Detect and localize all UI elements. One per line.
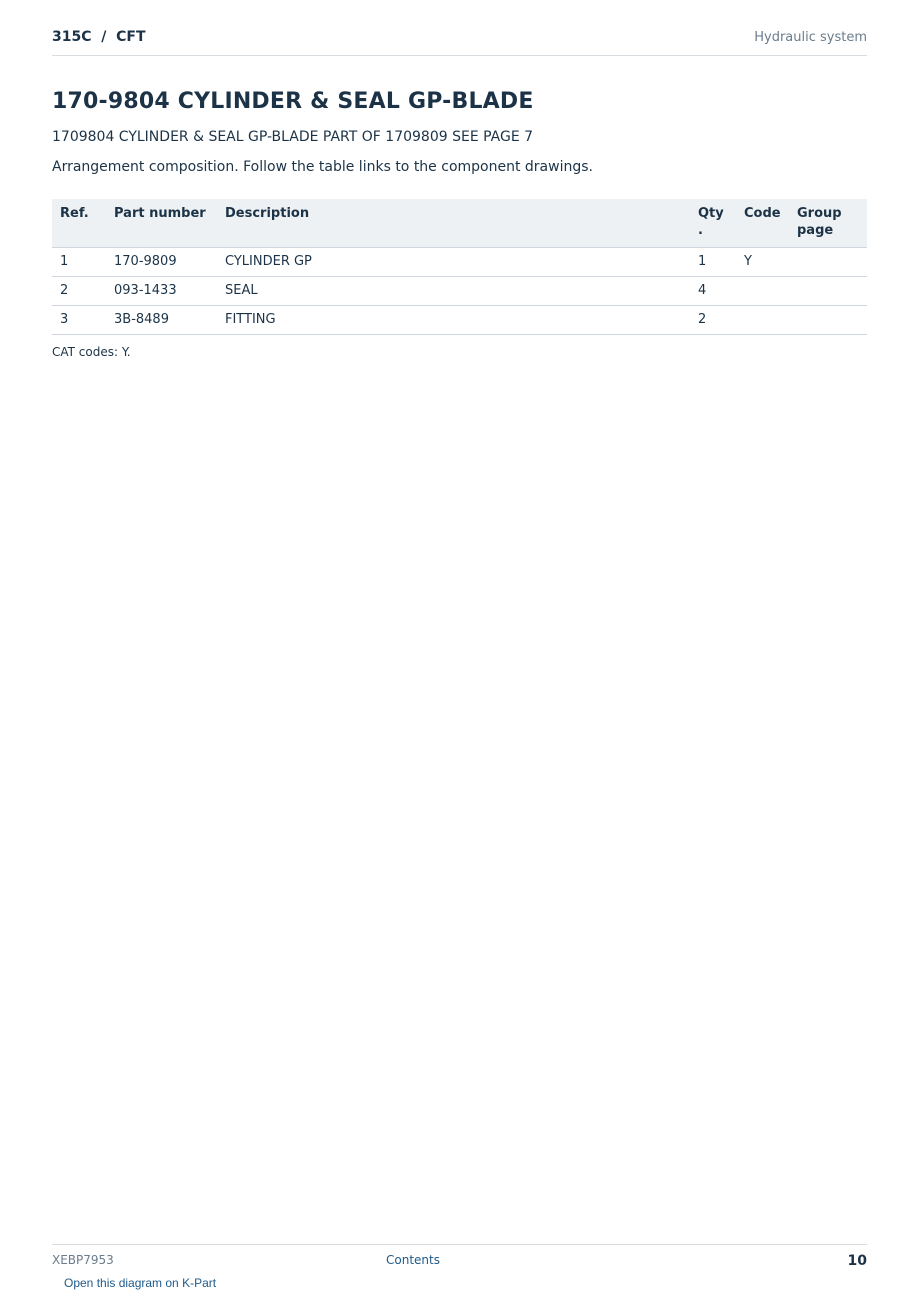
cell-qty: 2 <box>690 306 736 335</box>
cell-description: SEAL <box>217 277 690 306</box>
intro-text: Arrangement composition. Follow the table links to the component drawings. <box>52 159 593 175</box>
header-part-number: Part number <box>106 199 217 248</box>
table-row[interactable] <box>52 277 867 306</box>
cell-code <box>736 277 789 306</box>
cell-ref: 3 <box>52 306 106 335</box>
cell-ref: 2 <box>52 277 106 306</box>
header-qty: Qty . <box>690 199 736 248</box>
cell-part-number[interactable]: 3B-8489 <box>106 306 217 335</box>
header-ref: Ref. <box>52 199 106 248</box>
page-subtitle: 1709804 CYLINDER & SEAL GP-BLADE PART OF 1709809 SEE PAGE 7 <box>52 129 534 145</box>
machine-model: 315C / CFT <box>52 29 146 45</box>
header-code: Code <box>736 199 789 248</box>
page-number: 10 <box>847 1253 867 1269</box>
document-id: XEBP7953 <box>52 1253 114 1267</box>
kpart-diagram-link[interactable]: Open this diagram on K-Part <box>64 1276 217 1290</box>
header-description: Description <box>217 199 690 248</box>
table-row[interactable] <box>52 248 867 277</box>
table-header-row <box>52 199 867 248</box>
contents-link[interactable]: Contents <box>386 1253 440 1267</box>
cell-group-page <box>789 248 867 277</box>
page-footer <box>52 1244 867 1275</box>
cell-qty: 1 <box>690 248 736 277</box>
cell-code <box>736 306 789 335</box>
cell-qty: 4 <box>690 277 736 306</box>
section-name: Hydraulic system <box>754 30 867 45</box>
cell-description: FITTING <box>217 306 690 335</box>
cell-group-page <box>789 306 867 335</box>
table-row[interactable] <box>52 306 867 335</box>
cell-ref: 1 <box>52 248 106 277</box>
cell-description: CYLINDER GP <box>217 248 690 277</box>
parts-table <box>52 199 867 335</box>
page-title: 170-9804 CYLINDER & SEAL GP-BLADE <box>52 89 534 114</box>
cat-codes-note: CAT codes: Y. <box>52 345 131 359</box>
page-header <box>52 28 867 56</box>
cell-part-number[interactable]: 170-9809 <box>106 248 217 277</box>
cell-code: Y <box>736 248 789 277</box>
cell-group-page <box>789 277 867 306</box>
header-group-page: Group page <box>789 199 867 248</box>
cell-part-number[interactable]: 093-1433 <box>106 277 217 306</box>
